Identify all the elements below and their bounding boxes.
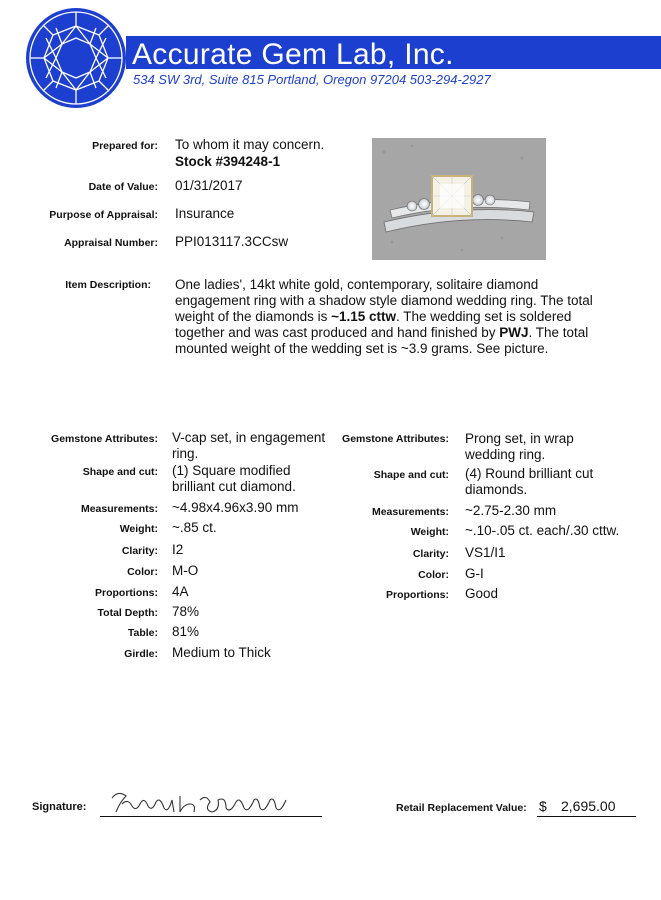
maker: PWJ: [499, 325, 529, 340]
left-clarity-label: Clarity:: [121, 545, 158, 557]
girdle-value: Medium to Thick: [172, 645, 271, 660]
left-proportions: 4A: [172, 584, 189, 599]
total-depth-label: Total Depth:: [97, 607, 158, 619]
replacement-value-label: Retail Replacement Value:: [396, 802, 527, 814]
left-shape-label: Shape and cut:: [82, 466, 158, 478]
company-name: Accurate Gem Lab, Inc.: [132, 38, 454, 71]
signature-label: Signature:: [32, 801, 87, 813]
date-of-value-label: Date of Value:: [88, 181, 158, 193]
right-proportions-label: Proportions:: [386, 589, 449, 601]
prepared-for-label: Prepared for:: [92, 140, 158, 152]
description-part-2: . The wedding set is soldered together and was cast produced and hand finished by: [175, 309, 572, 340]
replacement-value-line: [537, 816, 636, 817]
appraisal-number-label: Appraisal Number:: [64, 237, 158, 249]
left-attributes-label: Gemstone Attributes:: [51, 433, 158, 445]
ring-photo: [372, 138, 546, 260]
prepared-for-value: To whom it may concern.: [175, 137, 325, 152]
left-measurements: ~4.98x4.96x3.90 mm: [172, 500, 299, 515]
right-shape-label: Shape and cut:: [373, 469, 449, 481]
right-weight: ~.10-.05 ct. each/.30 cttw.: [465, 523, 620, 538]
company-address: 534 SW 3rd, Suite 815 Portland, Oregon 97204 503-294-2927: [133, 72, 491, 87]
purpose-label: Purpose of Appraisal:: [49, 209, 158, 221]
right-measurements-label: Measurements:: [371, 506, 449, 518]
purpose-value: Insurance: [175, 206, 235, 221]
left-proportions-label: Proportions:: [95, 587, 158, 599]
right-color: G-I: [465, 566, 484, 581]
description-part-3: . The total mounted weight of the wedding set is ~3.9 grams. See picture.: [175, 325, 589, 356]
total-depth: 78%: [172, 604, 200, 619]
item-description-label: Item Description:: [65, 279, 151, 291]
left-weight-label: Weight:: [119, 523, 158, 535]
right-clarity-label: Clarity:: [412, 548, 449, 560]
appraisal-number: PPI013117.3CCsw: [175, 234, 289, 249]
description-part-1: One ladies', 14kt white gold, contemporary, solitaire diamond engagement ring with a shadow style diamond wedding ring. The total weight of the diamonds is: [175, 277, 593, 324]
total-diamond-weight: ~1.15 cttw: [331, 309, 397, 324]
right-clarity: VS1/I1: [465, 545, 506, 560]
left-color: M-O: [172, 563, 199, 578]
left-clarity: I2: [172, 542, 184, 557]
left-weight: ~.85 ct.: [172, 520, 217, 535]
right-shape: (4) Round brilliant cut diamonds.: [465, 466, 594, 497]
handwritten-signature: [108, 788, 298, 820]
girdle-label: Girdle:: [124, 648, 158, 660]
item-description: [175, 277, 615, 357]
date-of-value: 01/31/2017: [175, 178, 243, 193]
gem-logo-icon: [24, 6, 128, 110]
right-attributes-label: Gemstone Attributes:: [342, 433, 449, 445]
right-attributes: Prong set, in wrap wedding ring.: [465, 431, 574, 462]
left-attributes: V-cap set, in engagement ring.: [172, 430, 326, 461]
left-measurements-label: Measurements:: [80, 503, 158, 515]
right-proportions: Good: [465, 586, 499, 601]
currency-symbol: $: [539, 798, 547, 814]
right-measurements: ~2.75-2.30 mm: [465, 503, 557, 518]
left-shape: (1) Square modified brilliant cut diamond.: [172, 463, 296, 494]
right-weight-label: Weight:: [410, 526, 449, 538]
table-label: Table:: [127, 627, 158, 639]
right-color-label: Color:: [418, 569, 449, 581]
left-color-label: Color:: [127, 566, 158, 578]
stock-number: Stock #394248-1: [175, 154, 281, 169]
table-value: 81%: [172, 624, 200, 639]
replacement-value: 2,695.00: [561, 798, 616, 814]
